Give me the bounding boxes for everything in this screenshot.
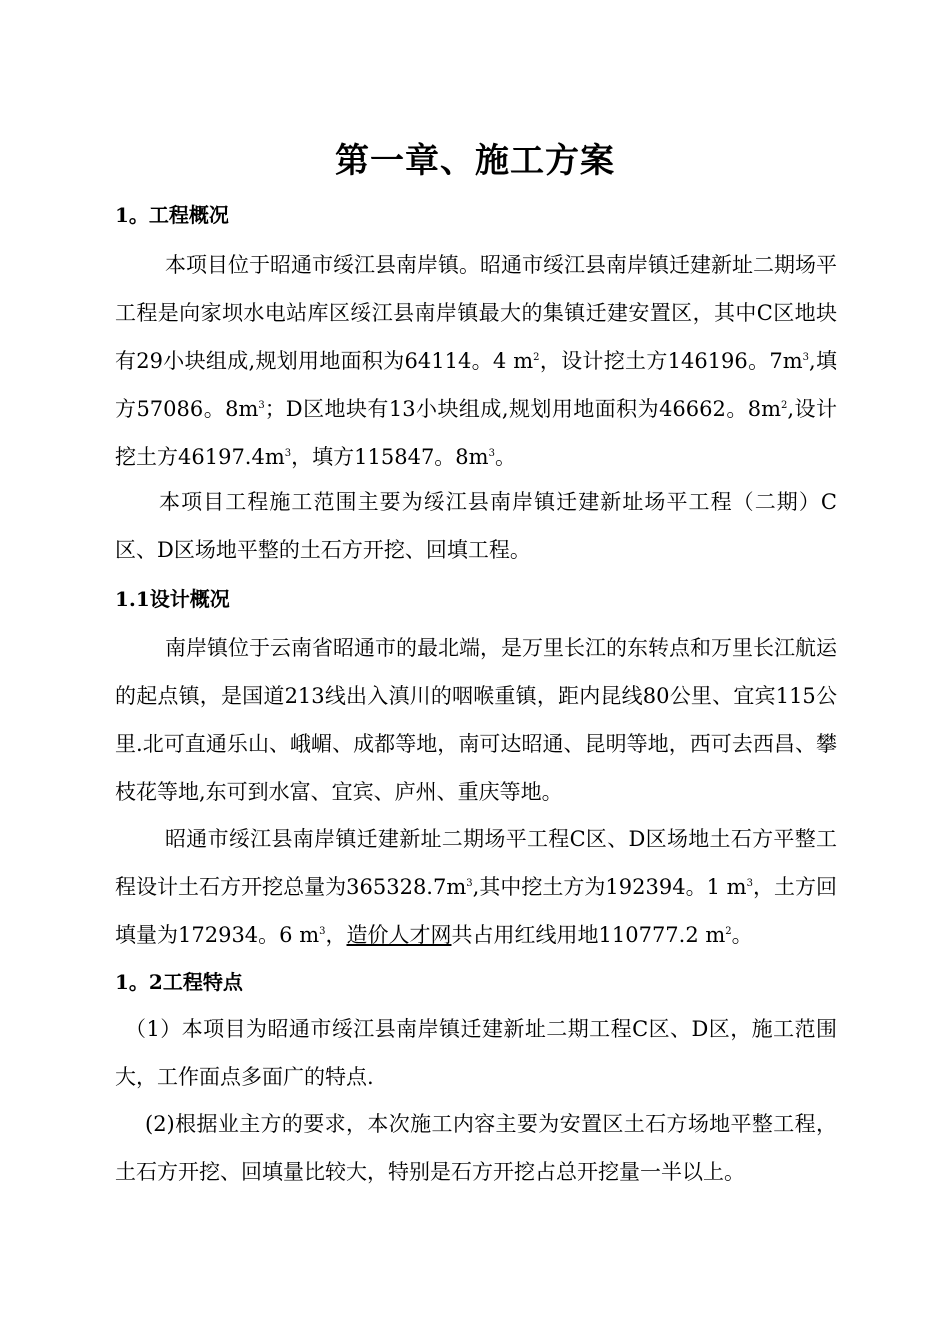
text-run: 共占用红线用地110777.2 m	[451, 923, 726, 947]
text-run: 昭通市绥江县南岸镇迁建新址二期场平工程C区、D区场地土石方平整工程设计土石方开挖总量为365328.7m	[115, 827, 837, 899]
text-run: ，土方回填量为172934。6 m	[115, 875, 837, 947]
superscript: 3	[284, 448, 292, 459]
superscript: 3	[488, 448, 495, 459]
text-run: ，	[325, 923, 347, 947]
text-run: ；D区地块有13小块组成,规划用地面积为46662。8m	[264, 397, 782, 421]
superscript: 3	[802, 352, 810, 363]
text-run: ,其中挖土方为192394。1 m	[472, 875, 747, 899]
superscript: 2	[781, 400, 788, 411]
text-run: 。	[731, 923, 753, 947]
section-heading-1-1: 1.1设计概况	[115, 587, 230, 611]
text-run: ,填方57086。8m	[115, 349, 837, 421]
text-run: 本项目位于昭通市绥江县南岸镇。昭通市绥江县南岸镇迁建新址二期场平工程是向家坝水电站库区绥江县南岸镇最大的集镇迁建安置区，其中C区地块有29小块组成,规划用地面积为64114。4 m	[115, 253, 837, 373]
section-1-1-paragraph-2	[115, 815, 837, 959]
text-run: ，设计挖土方146196。7m	[539, 349, 803, 373]
section-1-2-item-1: （1）本项目为昭通市绥江县南岸镇迁建新址二期工程C区、D区，施工范围大，工作面点多面广的特点.	[115, 1017, 837, 1089]
section-heading-1: 1。工程概况	[115, 203, 229, 227]
text-run: 。	[494, 445, 516, 469]
section-1-paragraph-2: 本项目工程施工范围主要为绥江县南岸镇迁建新址场平工程（二期）C区、D区场地平整的土石方开挖、回填工程。	[115, 490, 837, 562]
section-1-1-paragraph-1: 南岸镇位于云南省昭通市的最北端，是万里长江的东转点和万里长江航运的起点镇，是国道213线出入滇川的咽喉重镇，距内昆线80公里、宜宾115公里.北可直通乐山、峨嵋、成都等地，南可达昭通、昆明等地，西可去西昌、攀枝花等地,东可到水富、宜宾、庐州、重庆等地。	[115, 636, 837, 804]
superscript: 3	[746, 878, 753, 889]
superscript: 3	[319, 926, 326, 937]
superscript: 3	[466, 878, 473, 889]
section-1-paragraph-1	[115, 241, 837, 481]
text-run: ，填方115847。8m	[291, 445, 489, 469]
superscript: 2	[533, 352, 540, 363]
superscript: 3	[258, 400, 265, 411]
page-title: 第一章、施工方案	[335, 141, 615, 181]
watermark-link[interactable]: 造价人才网	[346, 923, 452, 947]
section-1-2-item-2: (2)根据业主方的要求，本次施工内容主要为安置区土石方场地平整工程，土石方开挖、回填量比较大，特别是石方开挖占总开挖量一半以上。	[115, 1112, 837, 1184]
section-heading-1-2: 1。2工程特点	[115, 970, 243, 994]
text-run: ,设计挖土方46197.4m	[115, 397, 837, 469]
superscript: 2	[725, 926, 732, 937]
